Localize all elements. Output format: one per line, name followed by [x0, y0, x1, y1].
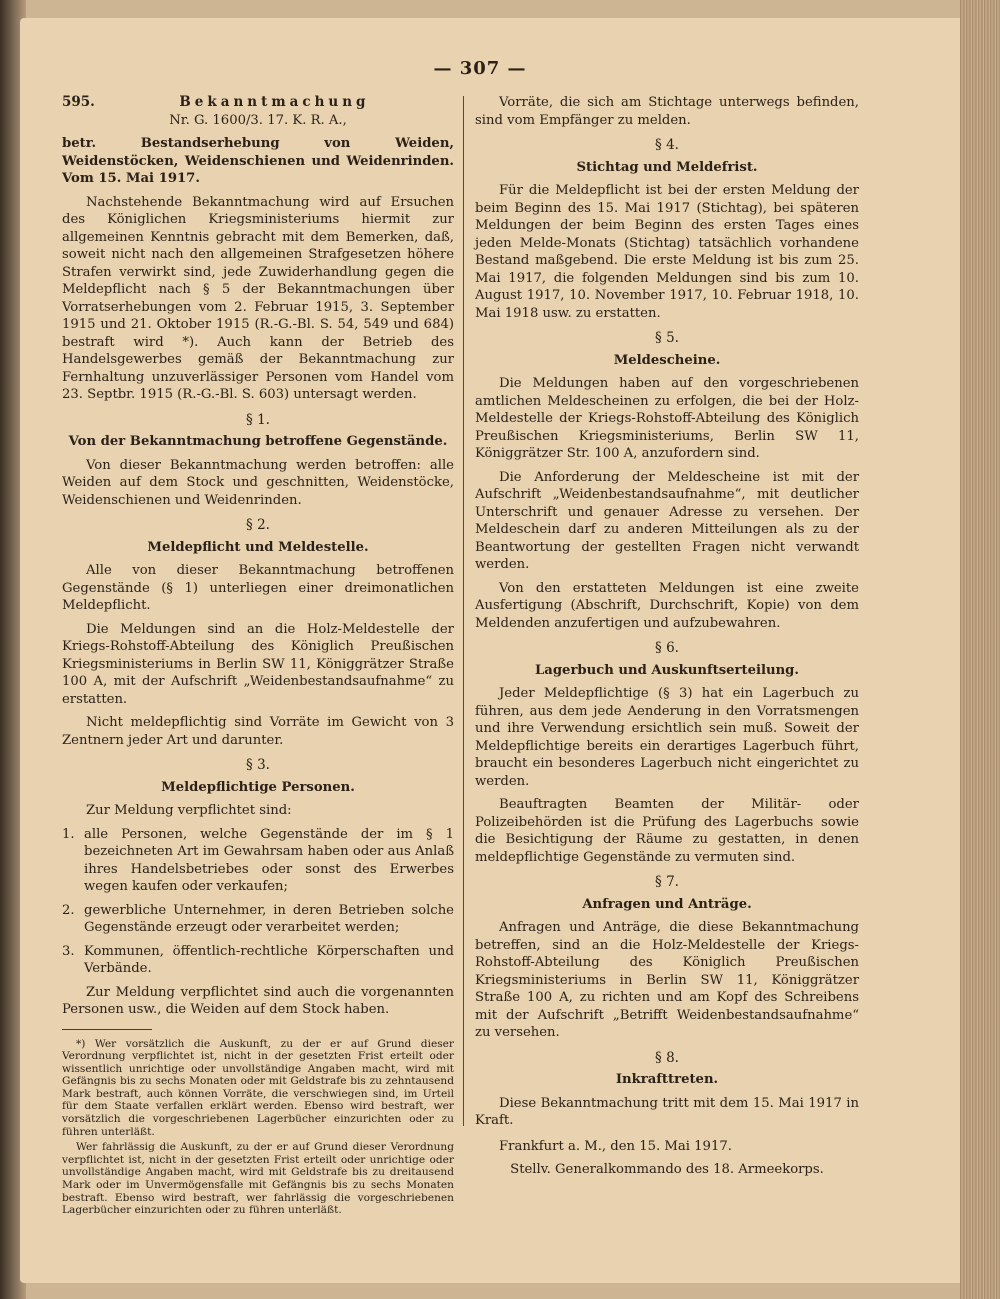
page-edges: [960, 0, 1000, 1299]
section-6-paragraph-2: Beauftragten Beamten der Militär- oder Polizeibehörden ist die Prüfung des Lagerbuchs sowie die Besichtigung der Räume zu gestatten, in denen meldepflichtige Gegenstände zu vermuten sind.: [475, 797, 859, 865]
section-6-number: § 6.: [655, 640, 679, 656]
section-5-title: Meldescheine.: [613, 352, 721, 368]
section-3-title: Meldepflichtige Personen.: [161, 779, 355, 795]
section-1-title: Von der Bekanntmachung betroffene Gegenstände.: [68, 434, 448, 449]
section-7-number: § 7.: [655, 874, 679, 890]
section-2-paragraph-1: Alle von dieser Bekanntmachung betroffenen Gegenstände (§ 1) unterliegen einer dreimonatlichen Meldepflicht.: [62, 563, 454, 613]
section-8-text: Diese Bekanntmachung tritt mit dem 15. Mai 1917 in Kraft.: [475, 1095, 859, 1128]
section-6-title: Lagerbuch und Auskunftserteilung.: [535, 662, 799, 678]
list-item-number: 3.: [62, 943, 75, 959]
section-5-paragraph-2: Die Anforderung der Meldescheine ist mit der Aufschrift „Weidenbestandsaufnahme“, mit deutlicher Unterschrift und genauer Adresse zu versehen. Der Meldeschein darf zu anderen Mitteilungen als zu der Beantwortung der gestellten Fragen nicht verwandt werden.: [475, 469, 859, 572]
section-1-number: § 1.: [246, 411, 270, 428]
section-4-text: Für die Meldepflicht ist bei der ersten Meldung der beim Beginn des 15. Mai 1917 (Stichtag), bei späteren Meldungen der beim Beginn des ersten Tages eines jeden Melde-Monats (Stichtag) tatsächlich vorhandene Bestand maßgebend. Die erste Meldung ist bis zum 25. Mai 1917, die folgenden Meldungen sind bis zum 10. August 1917, 10. November 1917, 10. Februar 1918, 10. Mai 1918 usw. zu erstatten.: [475, 183, 859, 321]
page-number: — 307 —: [433, 58, 527, 79]
section-4-title: Stichtag und Meldefrist.: [576, 159, 758, 175]
section-3-intro: Zur Meldung verpflichtet sind:: [86, 803, 292, 818]
footnote-1: *) Wer vorsätzlich die Auskunft, zu der er auf Grund dieser Verordnung verpflichtet ist, nicht in der gesetzten Frist erteilt oder wissentlich unrichtige oder unvollständige Angaben macht, wird mit Gefängnis bis zu sechs Monaten oder mit Geldstrafe bis zu zehntausend Mark bestraft, auch können Vorräte, die verschwiegen sind, im Urteil für dem Staate verfallen erklärt werden. Ebenso wird bestraft, wer vorsätzlich die vorgeschriebenen Lagerbücher einzurichten oder zu führen unterläßt.: [62, 1037, 454, 1138]
section-2-title: Meldepflicht und Meldestelle.: [147, 539, 369, 555]
section-5-number: § 5.: [655, 330, 679, 346]
section-5-paragraph-3: Von den erstatteten Meldungen ist eine zweite Ausfertigung (Abschrift, Durchschrift, Kopie) von dem Meldenden anzufertigen und aufzubewahren.: [475, 580, 859, 631]
section-1-text: Von dieser Bekanntmachung werden betroffen: alle Weiden auf dem Stock und geschnitten, Weidenstöcke, Weidenschienen und Weidenrinden.: [62, 457, 454, 508]
footnote-2: Wer fahrlässig die Auskunft, zu der er auf Grund dieser Verordnung verpflichtet ist, nicht in der gesetzten Frist erteilt oder unrichtige oder unvollständige Angaben macht, wird mit Geldstrafe bis zu dreitausend Mark oder im Unvermögensfalle mit Gefängnis bis zu sechs Monaten bestraft. Ebenso wird bestraft, wer fahrlässig die vorgeschriebenen Lagerbücher einzurichten oder zu führen unterläßt.: [62, 1141, 454, 1217]
right-column: [475, 94, 859, 1185]
list-item-text: Kommunen, öffentlich-rechtliche Körperschaften und Verbände.: [84, 943, 454, 976]
section-6-paragraph-1: Jeder Meldepflichtige (§ 3) hat ein Lagerbuch zu führen, aus dem jede Aenderung in den Vorratsmengen und ihre Verwendung ersichtlich sein muß. Soweit der Meldepflichtige bereits ein derartiges Lagerbuch führt, braucht ein besonderes Lagerbuch nicht eingerichtet zu werden.: [475, 686, 859, 789]
section-8-title: Inkrafttreten.: [615, 1072, 719, 1087]
list-item-text: gewerbliche Unternehmer, in deren Betrieben solche Gegenstände erzeugt oder verarbeitet werden;: [84, 902, 454, 935]
announcement-heading: Bekanntmachung: [179, 94, 370, 110]
intro-paragraph: Nachstehende Bekanntmachung wird auf Ersuchen des Königlichen Kriegsministeriums hiermit zur allgemeinen Kenntnis gebracht mit dem Bemerken, daß, soweit nicht nach den allgemeinen Strafgesetzen höhere Strafen verwirkt sind, jede Zuwiderhandlung gegen die Meldepflicht nach § 5 der Bekanntmachungen über Vorratserhebungen vom 2. Februar 1915, 3. September 1915 und 21. Oktober 1915 (R.-G.-Bl. S. 54, 549 und 684) bestraft wird *). Auch kann der Betrieb des Handelsgewerbes gemäß der Bekanntmachung zur Fernhaltung unzuverlässiger Personen vom Handel vom 23. Septbr. 1915 (R.-G.-Bl. S. 603) untersagt werden.: [62, 194, 454, 402]
announcement-subject: betr. Bestandserhebung von Weiden, Weidenstöcken, Weidenschienen und Weidenrinden. Vom 15. Mai 1917.: [62, 136, 454, 186]
section-2-paragraph-2: Die Meldungen sind an die Holz-Meldestelle der Kriegs-Rohstoff-Abteilung des Königlich Preußischen Kriegsministeriums in Berlin SW 11, Königgrätzer Straße 100 A, mit der Aufschrift „Weidenbestandsaufnahme“ zu erstatten.: [62, 621, 454, 707]
section-3-outro: Zur Meldung verpflichtet sind auch die vorgenannten Personen usw., die Weiden auf dem Stock haben.: [62, 984, 454, 1017]
section-8-number: § 8.: [655, 1049, 679, 1066]
section-4-number: § 4.: [655, 137, 679, 153]
section-2-paragraph-3: Nicht meldepflichtig sind Vorräte im Gewicht von 3 Zentnern jeder Art und darunter.: [62, 715, 454, 748]
section-2-number: § 2.: [246, 517, 270, 533]
section-7-text: Anfragen und Anträge, die diese Bekanntmachung betreffen, sind an die Holz-Meldestelle der Kriegs-Rohstoff-Abteilung des Königlich Preußischen Kriegsministeriums in Berlin SW 11, Königgrätzer Straße 100 A, zu richten und am Kopf des Schreibens mit der Aufschrift „Betrifft Weidenbestandsaufnahme“ zu versehen.: [475, 920, 859, 1040]
section-5-paragraph-1: Die Meldungen haben auf den vorgeschriebenen amtlichen Meldescheinen zu erfolgen, die bei der Holz-Meldestelle der Kriegs-Rohstoff-Abteilung des Königlich Preußischen Kriegsministeriums, Berlin SW 11, Königgrätzer Str. 100 A, anzufordern sind.: [475, 376, 859, 461]
list-item-number: 2.: [62, 902, 75, 918]
list-item: [62, 902, 454, 937]
column-divider: [463, 96, 464, 1126]
list-item-number: 1.: [62, 826, 75, 842]
footnote-divider: [62, 1029, 152, 1030]
list-item: [62, 826, 454, 896]
section-7-title: Anfragen und Anträge.: [582, 896, 752, 912]
reference-number: Nr. G. 1600/3. 17. K. R. A.,: [169, 112, 347, 128]
signature: Stellv. Generalkommando des 18. Armeekorps.: [510, 1162, 824, 1177]
list-item: [62, 943, 454, 978]
announcement-number: 595.: [62, 94, 95, 110]
announcement-header: [62, 94, 454, 112]
place-and-date: Frankfurt a. M., den 15. Mai 1917.: [499, 1138, 732, 1154]
continuation-paragraph: Vorräte, die sich am Stichtage unterwegs befinden, sind vom Empfänger zu melden.: [475, 95, 859, 128]
left-column: [62, 94, 454, 1220]
section-3-number: § 3.: [246, 757, 270, 773]
list-item-text: alle Personen, welche Gegenstände der im § 1 bezeichneten Art im Gewahrsam haben oder aus Anlaß ihres Handelsbetriebes oder sonst des Erwerbes wegen kaufen oder verkaufen;: [84, 826, 454, 894]
